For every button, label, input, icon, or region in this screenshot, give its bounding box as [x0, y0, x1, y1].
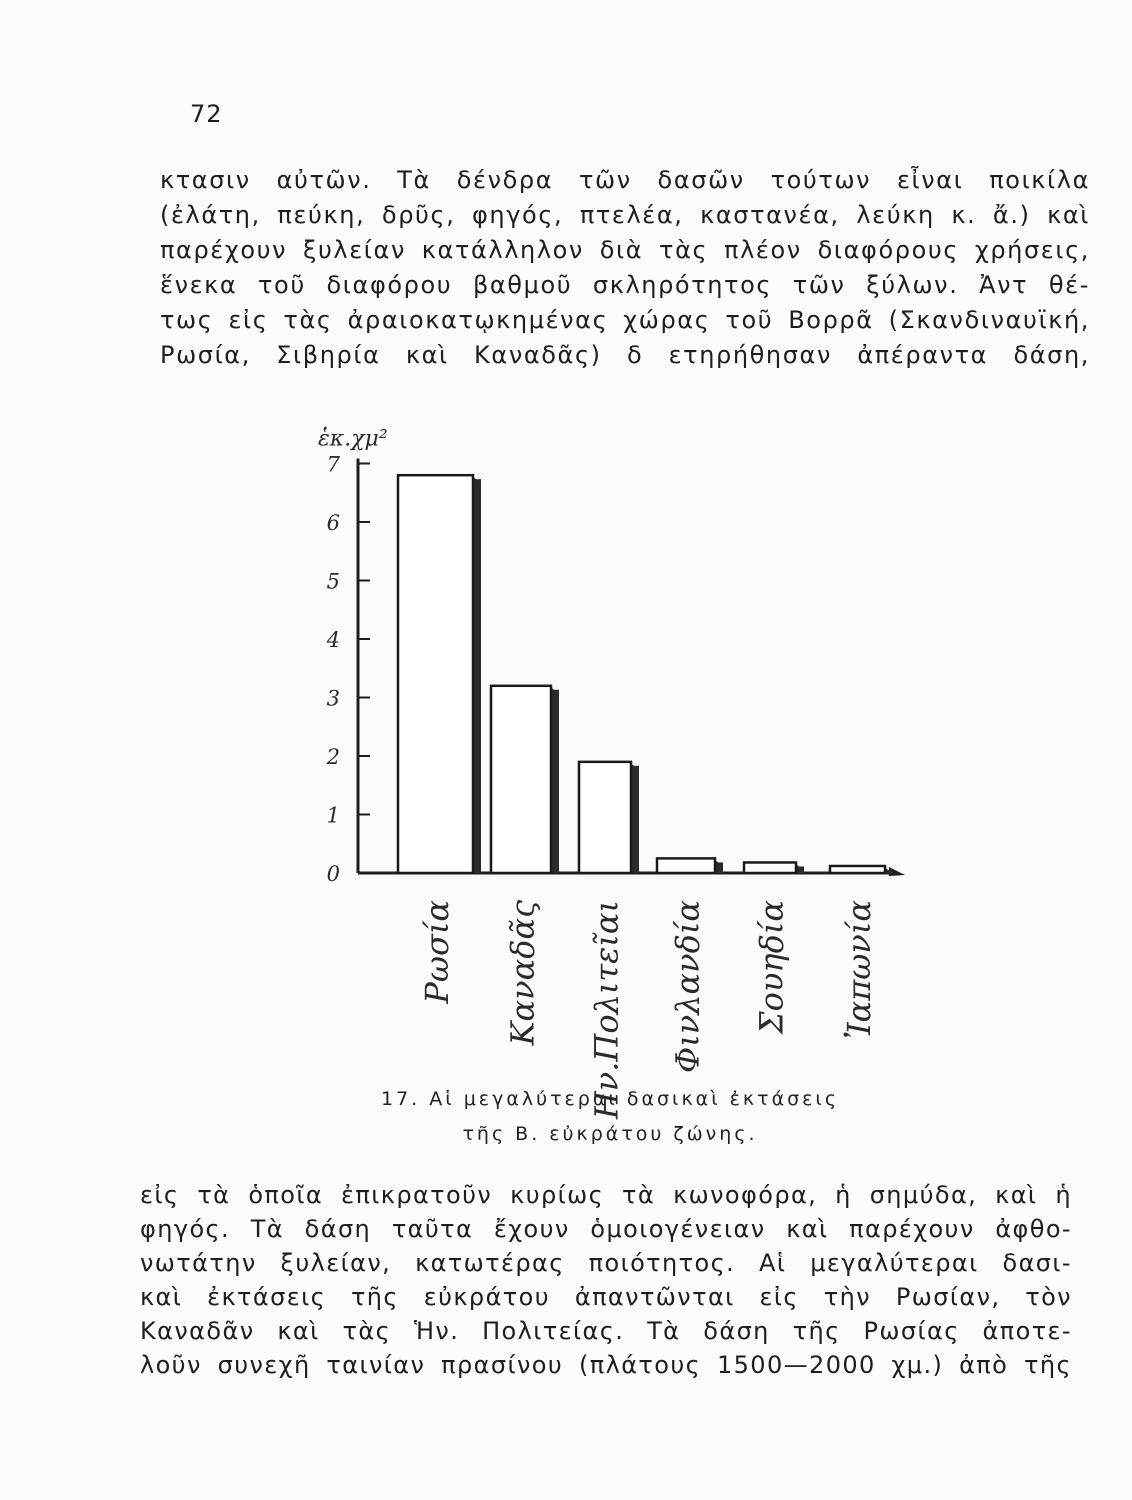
y-tick-label: 7	[326, 452, 340, 477]
text-line: εἰς τὰ ὁποῖα ἐπικρατοῦν κυρίως τὰ κωνοφόρα, ἡ σημύδα, καὶ ἡ	[140, 1181, 1072, 1209]
y-tick-label: 1	[326, 803, 340, 828]
x-category-label: Σουηδία	[752, 900, 791, 1034]
text-line: ἕνεκα τοῦ διαφόρου βαθμοῦ σκληρότητος τῶν ξύλων. Ἀντ θέ-	[160, 271, 1090, 299]
text-line: Καναδᾶν καὶ τὰς Ἡν. Πολιτείας. Τὰ δάση τῆς Ρωσίας ἀποτε-	[140, 1317, 1072, 1345]
figure-caption-line: τῆς Β. εὐκράτου ζώνης.	[462, 1123, 758, 1145]
text-line: λοῦν συνεχῆ ταινίαν πρασίνου (πλάτους 1500—2000 χμ.) ἀπὸ τῆς	[140, 1351, 1072, 1379]
text-line: κτασιν αὐτῶν. Τὰ δένδρα τῶν δασῶν τούτων εἶναι ποικίλα	[160, 166, 1090, 194]
text-line: Ρωσία, Σιβηρία καὶ Καναδᾶς) δ ετηρήθησαν ἀπέραντα δάση,	[160, 341, 1090, 369]
bar-5	[744, 862, 796, 873]
x-category-label: Φινλανδία	[668, 900, 707, 1073]
x-category-label: Ην.Πολιτεῖαι	[587, 900, 626, 1120]
page-number: 72	[190, 100, 223, 128]
x-category-label: Καναδᾶς	[503, 900, 542, 1046]
y-tick-label: 3	[326, 686, 340, 711]
text-line: τως εἰς τὰς ἀραιοκατῳκημένας χώρας τοῦ Βορρᾶ (Σκανδιναυϊκή,	[160, 306, 1090, 334]
x-category-label: Ἰαπωνία	[840, 900, 878, 1040]
y-tick-label: 5	[326, 569, 340, 594]
text-line: νωτάτην ξυλείαν, κατωτέρας ποιότητος. Αἱ μεγαλύτεραι δασι-	[140, 1249, 1072, 1277]
figure-caption-line: 17. Αἱ μεγαλύτεραι δασικαὶ ἐκτάσεις	[381, 1088, 839, 1110]
bar-4	[657, 858, 715, 873]
y-axis-label: ἑκ.χμ²	[318, 426, 388, 452]
bar-3	[579, 762, 631, 873]
paragraph-bottom	[140, 1178, 1072, 1382]
bar-2	[491, 686, 551, 873]
bar-1	[398, 475, 473, 873]
text-line: καὶ ἐκτάσεις τῆς εὐκράτου ἀπαντῶνται εἰς τὴν Ρωσίαν, τὸν	[140, 1283, 1072, 1311]
y-tick-label: 4	[326, 628, 340, 652]
y-tick-label: 6	[326, 511, 340, 535]
text-line: παρέχουν ξυλείαν κατάλληλον διὰ τὰς πλέον διαφόρους χρήσεις,	[160, 236, 1090, 264]
y-tick-label: 0	[326, 862, 340, 886]
text-line: φηγός. Τὰ δάση ταῦτα ἔχουν ὁμοιογένειαν καὶ παρέχουν ἀφθο-	[140, 1215, 1072, 1243]
bar-6	[830, 866, 885, 873]
x-category-label: Ρωσία	[418, 900, 456, 1004]
text-line: (ἐλάτη, πεύκη, δρῦς, φηγός, πτελέα, καστανέα, λεύκη κ. ἄ.) καὶ	[160, 201, 1090, 229]
y-tick-label: 2	[326, 745, 340, 769]
